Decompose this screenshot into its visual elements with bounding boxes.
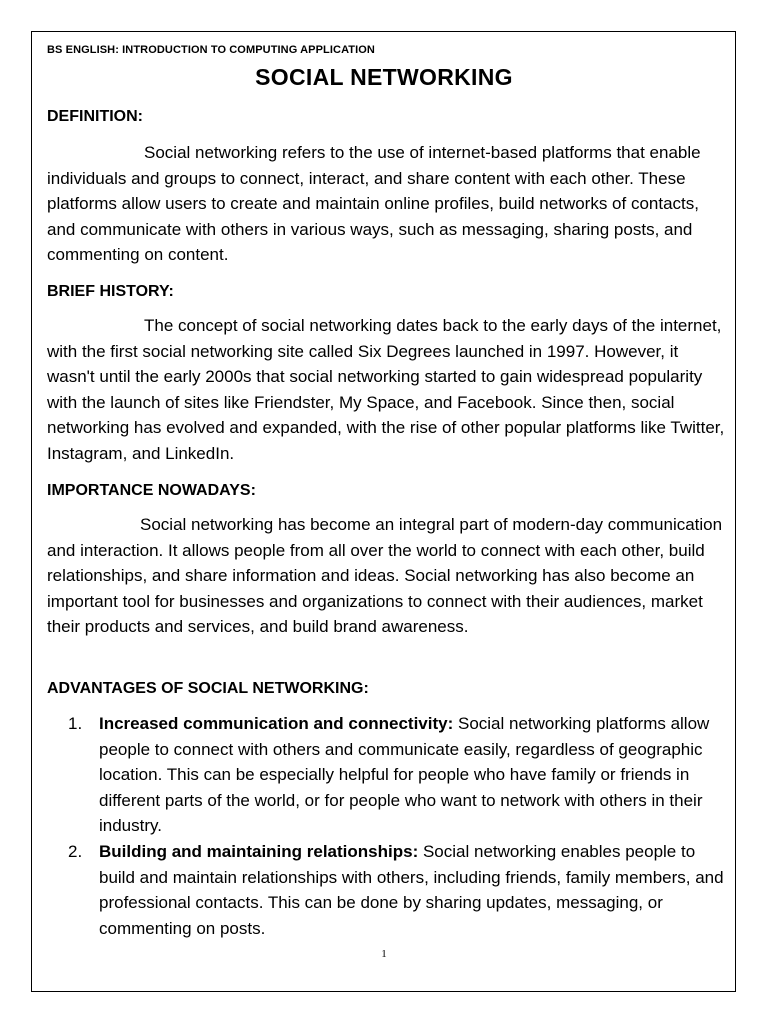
history-heading: BRIEF HISTORY: bbox=[47, 283, 174, 300]
list-item-text: Social networking enables people to build and maintain relationships with others, including friends, family members, and professional contacts. This can be done by sharing updates, messaging, or commenting on posts. bbox=[99, 841, 724, 938]
list-item-text: Social networking platforms allow people to connect with others and communicate easily, regardless of geographic location. This can be especially helpful for people who have family or friends in different parts of the world, or for people who want to network with others in their industry. bbox=[99, 714, 710, 836]
document-header: BS ENGLISH: INTRODUCTION TO COMPUTING APPLICATION bbox=[47, 44, 375, 56]
list-item-term: Building and maintaining relationships: bbox=[99, 841, 423, 861]
advantages-list bbox=[47, 711, 727, 941]
page-title: SOCIAL NETWORKING bbox=[255, 64, 513, 90]
list-item-number: 2. bbox=[68, 841, 83, 861]
history-paragraph: The concept of social networking dates back to the early days of the internet, with the first social networking site called Six Degrees launched in 1997. However, it wasn't until the early 2000s that social networking started to gain widespread popularity with the launch of sites like Friendster, My Space, and Facebook. Since then, social networking has evolved and expanded, with the rise of other popular platforms like Twitter, Instagram, and LinkedIn. bbox=[47, 316, 725, 463]
list-item-number: 1. bbox=[68, 714, 83, 733]
list-item bbox=[47, 711, 727, 839]
list-item bbox=[47, 839, 727, 941]
importance-heading: IMPORTANCE NOWADAYS: bbox=[47, 482, 256, 499]
page-number: 1 bbox=[381, 948, 387, 960]
list-item-term: Increased communication and connectivity: bbox=[99, 714, 458, 733]
definition-heading: DEFINITION: bbox=[47, 108, 143, 125]
definition-paragraph: Social networking refers to the use of internet-based platforms that enable individuals and groups to connect, interact, and share content with each other. These platforms allow users to create and maintain online profiles, build networks of contacts, and communicate with others in various ways, such as messaging, sharing posts, and commenting on content. bbox=[47, 143, 701, 265]
advantages-heading: ADVANTAGES OF SOCIAL NETWORKING: bbox=[47, 680, 369, 697]
importance-paragraph: Social networking has become an integral part of modern-day communication and interaction. It allows people from all over the world to connect with each other, build relationships, and share information and ideas. Social networking has also become an important tool for businesses and organizations to connect with their audiences, market their products and services, and build brand awareness. bbox=[47, 515, 723, 637]
